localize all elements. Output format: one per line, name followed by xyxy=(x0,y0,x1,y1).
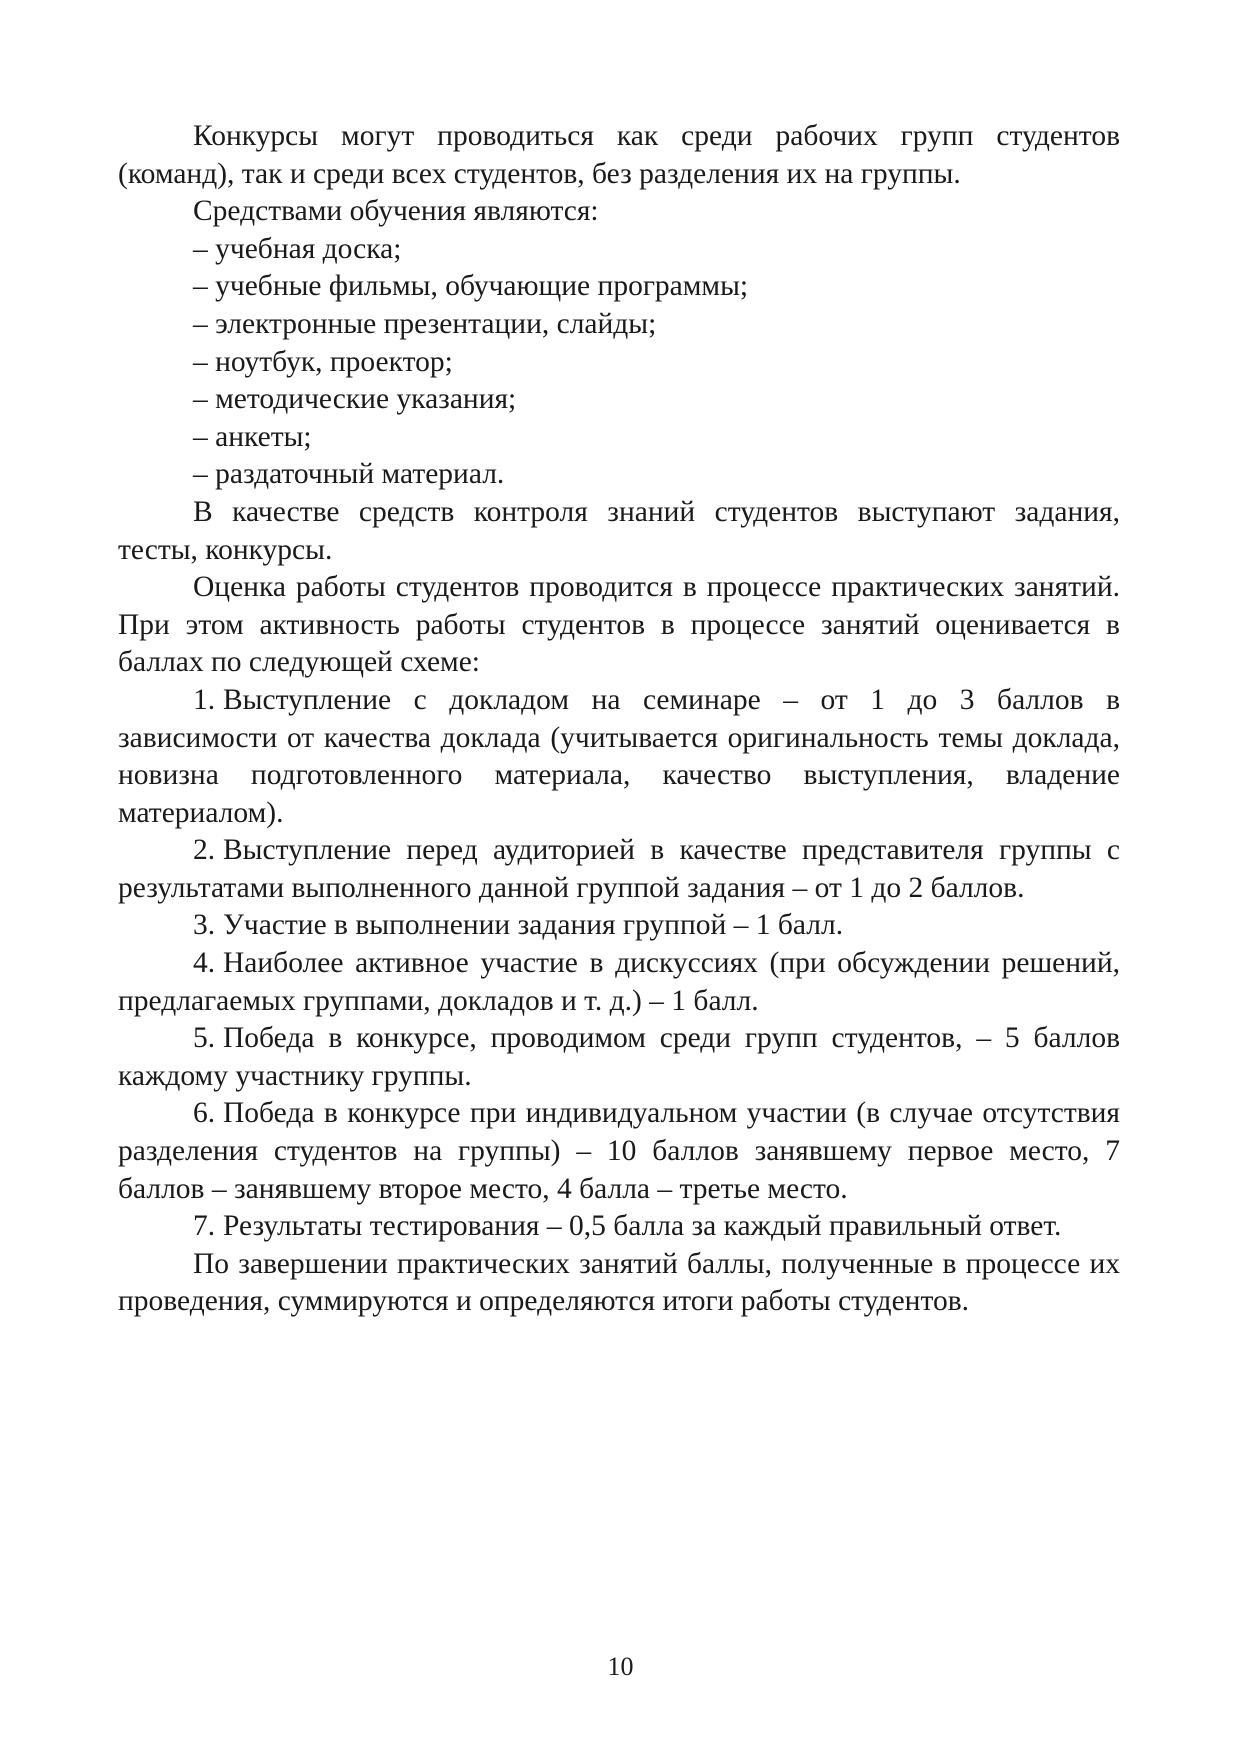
scoring-item-number: 2. xyxy=(193,834,216,867)
scoring-item-number: 1. xyxy=(193,683,216,716)
scoring-item-text: Результаты тестирования – 0,5 балла за каждый правильный ответ. xyxy=(223,1210,1062,1243)
scoring-item-text: Участие в выполнении задания группой – 1 балл. xyxy=(223,909,844,942)
scoring-item xyxy=(118,945,1120,1020)
list-item: – ноутбук, проектор; xyxy=(193,345,453,378)
scoring-item-number: 5. xyxy=(193,1022,216,1055)
document-page xyxy=(118,118,1120,1321)
closing-paragraph: По завершении практических занятий баллы, полученные в процессе их проведения, суммируются и определяются итоги работы студентов. xyxy=(118,1247,1120,1318)
scoring-item-text: Выступление с докладом на семинаре – от 1 до 3 баллов в зависимости от качества доклада (учитывается оригинальность темы доклада, новизна подготовленного материала, качество выступления, владение материалом). xyxy=(118,683,1120,829)
scoring-item xyxy=(118,907,1120,945)
list-item: – методические указания; xyxy=(193,383,517,416)
list-item: – учебные фильмы, обучающие программы; xyxy=(193,270,749,303)
means-heading: Средствами обучения являются: xyxy=(193,195,599,228)
scoring-item xyxy=(118,1208,1120,1246)
scoring-item-text: Победа в конкурсе, проводимом среди групп студентов, – 5 баллов каждому участнику группы. xyxy=(118,1022,1120,1092)
scoring-item xyxy=(118,682,1120,832)
scoring-item-number: 4. xyxy=(193,947,216,980)
scoring-item xyxy=(118,1020,1120,1095)
scoring-item-text: Наиболее активное участие в дискуссиях (при обсуждении решений, предлагаемых группами, докладов и т. д.) – 1 балл. xyxy=(118,947,1120,1017)
list-item: – электронные презентации, слайды; xyxy=(193,307,657,340)
scoring-item-number: 3. xyxy=(193,909,216,942)
intro-paragraph: Конкурсы могут проводиться как среди рабочих групп студентов (команд), так и среди всех студентов, без разделения их на группы. xyxy=(118,120,1120,190)
scoring-item-number: 6. xyxy=(193,1097,216,1130)
page-number: 10 xyxy=(607,1652,634,1681)
list-item: – раздаточный материал. xyxy=(193,458,505,491)
scoring-item xyxy=(118,832,1120,907)
scoring-item-text: Победа в конкурсе при индивидуальном участии (в случае отсутствия разделения студентов на группы) – 10 баллов занявшему первое место, 7 баллов – занявшему второе место, 4 балла – третье место. xyxy=(118,1097,1120,1205)
assessment-paragraph: Оценка работы студентов проводится в процессе практических занятий. При этом активность работы студентов в процессе занятий оценивается в баллах по следующей схеме: xyxy=(118,571,1120,679)
scoring-item-number: 7. xyxy=(193,1210,216,1243)
list-item: – анкеты; xyxy=(193,420,312,453)
control-paragraph: В качестве средств контроля знаний студентов выступают задания, тесты, конкурсы. xyxy=(118,495,1120,566)
scoring-item-text: Выступление перед аудиторией в качестве представителя группы с результатами выполненного данной группой задания – от 1 до 2 баллов. xyxy=(118,834,1120,904)
list-item: – учебная доска; xyxy=(193,232,402,265)
scoring-item xyxy=(118,1095,1120,1208)
